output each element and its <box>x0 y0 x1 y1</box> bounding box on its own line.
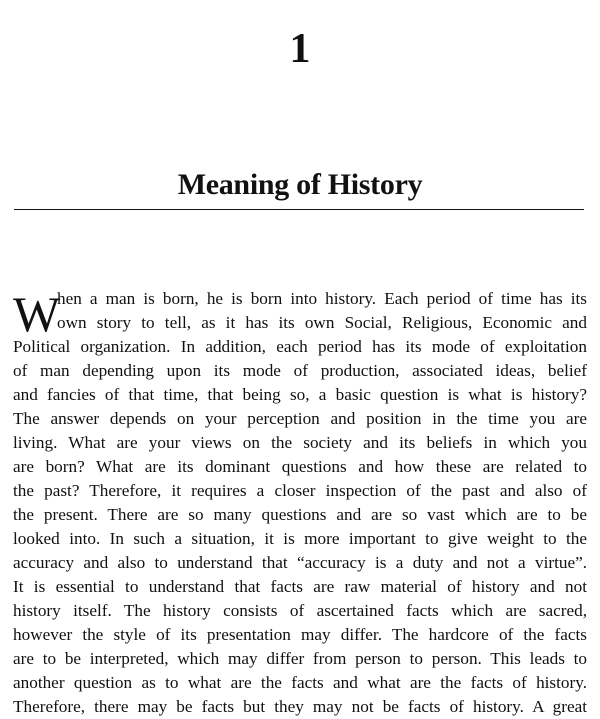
drop-cap-letter: W <box>13 286 61 342</box>
text-line: are born? What are its dominant questions and how these are related to <box>13 457 587 476</box>
text-line: The answer depends on your perception and position in the time you are <box>13 409 587 428</box>
text-line: Therefore, there may be facts but they may not be facts of history. A great <box>13 697 587 716</box>
text-line: It is essential to understand that facts are raw material of history and not <box>13 577 587 596</box>
text-line: the past? Therefore, it requires a closer inspection of the past and also of <box>13 481 587 500</box>
text-line: own story to tell, as it has its own Social, Religious, Economic and <box>57 313 587 332</box>
text-line: are to be interpreted, which may differ from person to person. This leads to <box>13 649 587 668</box>
text-line: accuracy and also to understand that “accuracy is a duty and not a virtue”. <box>13 553 587 572</box>
body-paragraph <box>13 287 587 719</box>
text-line: of man depending upon its mode of production, associated ideas, belief <box>13 361 587 380</box>
chapter-number: 1 <box>289 26 311 72</box>
text-line: another question as to what are the facts and what are the facts of history. <box>13 673 587 692</box>
text-line: however the style of its presentation may differ. The hardcore of the facts <box>13 625 587 644</box>
text-line: the present. There are so many questions and are so vast which are to be <box>13 505 587 524</box>
text-line: looked into. In such a situation, it is more important to give weight to the <box>13 529 587 548</box>
text-line: and fancies of that time, that being so, a basic question is what is history? <box>13 385 587 404</box>
text-line: history itself. The history consists of ascertained facts which are sacred, <box>13 601 587 620</box>
chapter-title: Meaning of History <box>177 168 423 201</box>
text-line: living. What are your views on the society and its beliefs in which you <box>13 433 587 452</box>
text-line: hen a man is born, he is born into history. Each period of time has its <box>57 289 587 308</box>
title-underline-divider <box>14 209 584 210</box>
text-line: Political organization. In addition, each period has its mode of exploitation <box>13 337 587 356</box>
